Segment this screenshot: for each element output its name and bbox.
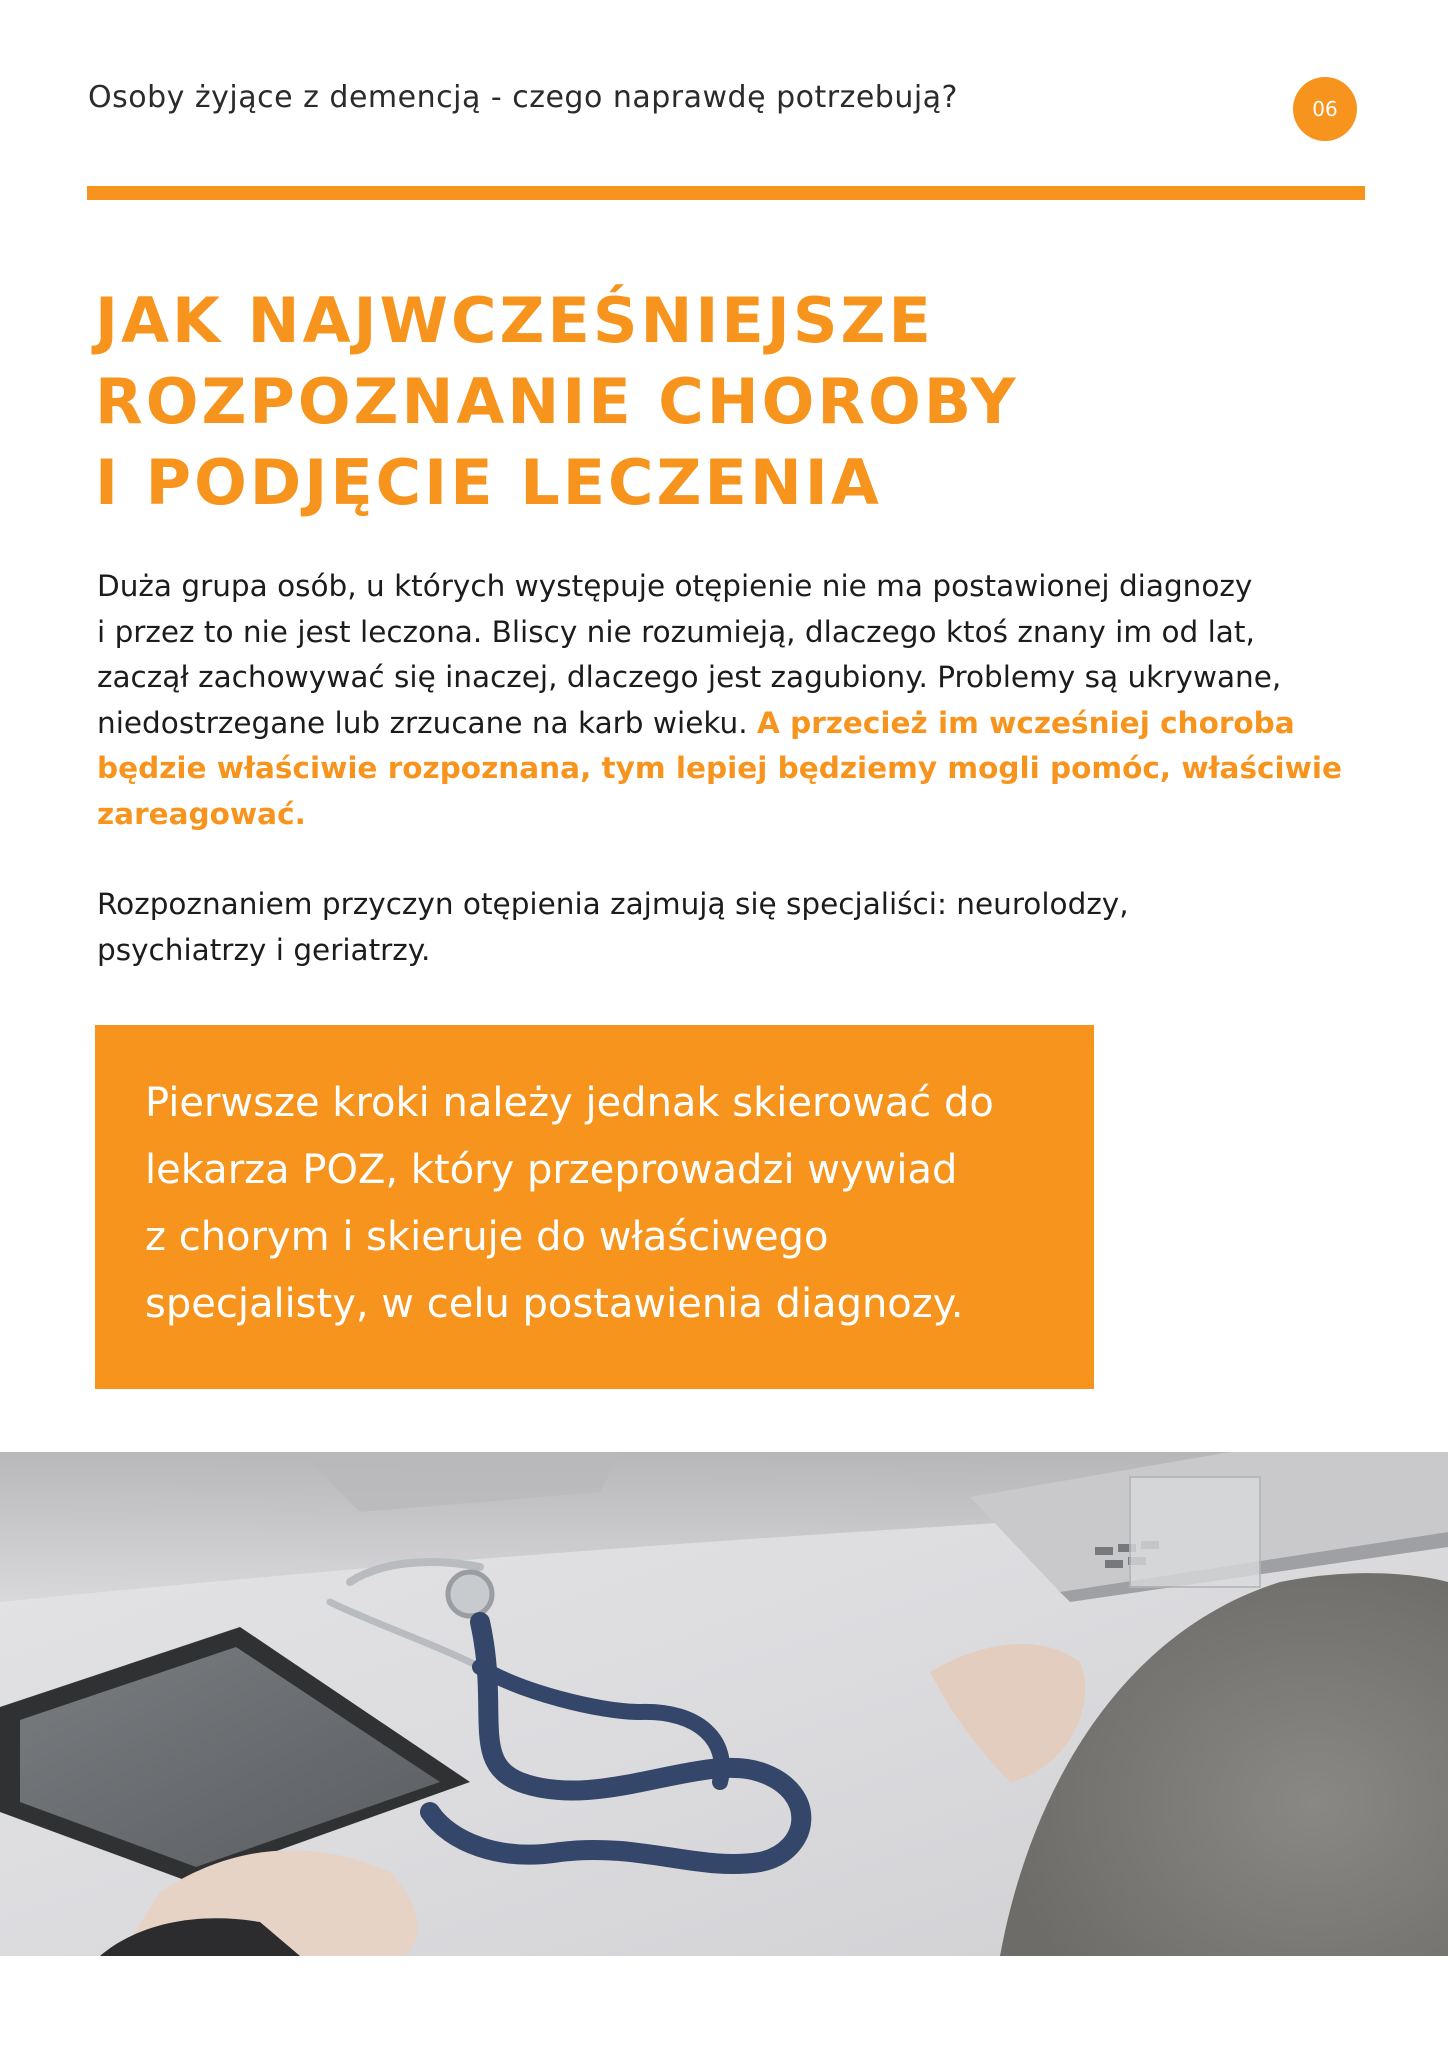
highlight-line: będzie właściwie rozpoznana, tym lepiej będziemy mogli pomóc, właściwie [97,751,1342,785]
page-number-badge: 06 [1293,77,1357,141]
paragraph-2 [97,882,1367,973]
section-heading [95,280,1295,523]
text-line [97,701,1367,747]
highlight-line: zareagować. [97,796,306,831]
glass-holder [1130,1477,1260,1587]
callout-line: lekarza POZ, który przeprowadzi wywiad [145,1147,958,1193]
text-line: i przez to nie jest leczona. Bliscy nie rozumieją, dlaczego ktoś znany im od lat, [97,614,1255,649]
heading-line: JAK NAJWCZEŚNIEJSZE [95,284,934,357]
heading-line: I PODJĘCIE LECZENIA [95,446,882,519]
paragraph-1 [97,564,1367,837]
callout-text [145,1070,994,1338]
header-divider [87,186,1365,200]
callout-line: z chorym i skieruje do właściwego [145,1214,829,1260]
text-line: Duża grupa osób, u których występuje otępienie nie ma postawionej diagnozy [97,569,1253,603]
highlight-text: A przecież im wcześniej choroba [756,705,1295,740]
heading-line: ROZPOZNANIE CHOROBY [95,365,1019,438]
callout-box [95,1025,1094,1389]
doctor-desk-photo [0,1452,1448,1956]
callout-line: specjalisty, w celu postawienia diagnozy. [145,1281,964,1327]
body-text [97,564,1367,973]
text-line: psychiatrzy i geriatrzy. [97,932,431,967]
plain-text: niedostrzegane lub zrzucane na karb wieku. [97,705,757,740]
callout-line: Pierwsze kroki należy jednak skierować do [145,1080,994,1126]
text-line: zaczął zachowywać się inaczej, dlaczego jest zagubiony. Problemy są ukrywane, [97,660,1282,694]
text-line: Rozpoznaniem przyczyn otępienia zajmują się specjaliści: neurolodzy, [97,887,1129,921]
running-header: Osoby żyjące z demencją - czego naprawdę potrzebują? [88,80,958,115]
